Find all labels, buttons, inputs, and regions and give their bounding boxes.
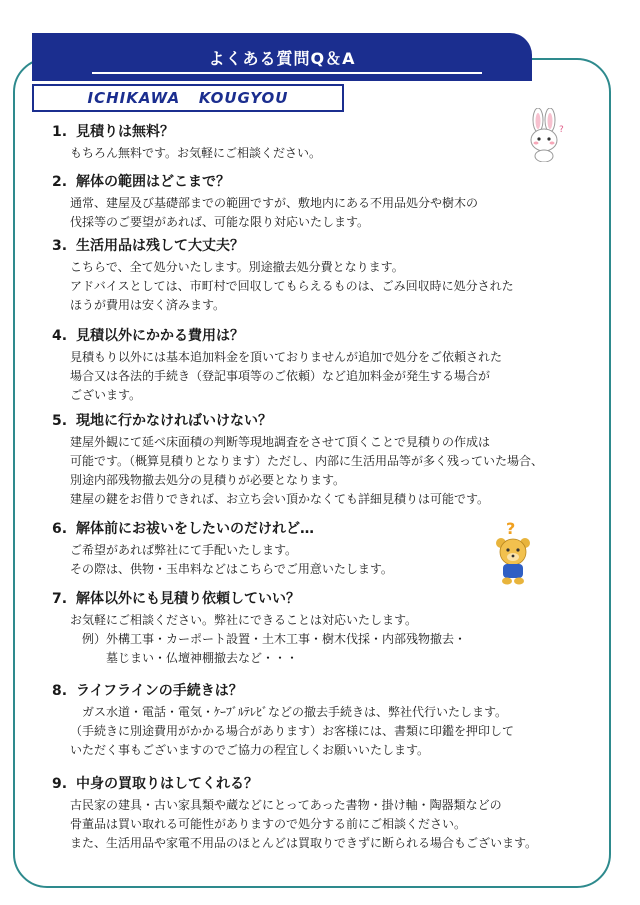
faq-item bbox=[52, 775, 592, 853]
faq-answer-line: 骨董品は買い取れる可能性がありますので処分する前にご相談ください。 bbox=[70, 817, 467, 831]
faq-answer-line: ほうが費用は安く済みます。 bbox=[70, 298, 226, 312]
faq-item bbox=[52, 682, 592, 760]
faq-answer-line: 場合又は各法的手続き（登記事項等のご依頼）など追加料金が発生する場合が bbox=[70, 369, 491, 383]
faq-answer-line: 建屋外観にて延べ床面積の判断等現地調査をさせて頂くことで見積りの作成は bbox=[70, 435, 491, 449]
faq-answer-line: （手続きに別途費用がかかる場合があります）お客様には、書類に印鑑を押印して bbox=[70, 724, 515, 738]
faq-answer bbox=[70, 433, 592, 509]
faq-question-text: 見積りは無料？ bbox=[76, 124, 174, 140]
faq-answer-line: その際は、供物・玉串料などはこちらでご用意いたします。 bbox=[70, 562, 393, 576]
faq-number: 8. bbox=[52, 683, 68, 699]
faq-question bbox=[52, 173, 592, 192]
faq-number: 9. bbox=[52, 776, 68, 792]
faq-answer-line: 伐採等のご要望があれば、可能な限り対応いたします。 bbox=[70, 215, 370, 229]
faq-answer-line: 古民家の建具・古い家具類や蔵などにとってあった書物・掛け軸・陶器類などの bbox=[70, 798, 502, 812]
faq-answer-line: また、生活用品や家電不用品のほとんどは買取りできずに断られる場合もございます。 bbox=[70, 836, 538, 850]
faq-item bbox=[52, 237, 592, 315]
page-title: よくある質問Q＆A bbox=[208, 49, 356, 68]
faq-item bbox=[52, 327, 592, 405]
faq-answer-line: ご希望があれば弊社にて手配いたします。 bbox=[70, 543, 298, 557]
faq-item bbox=[52, 173, 592, 232]
faq-number: 7. bbox=[52, 591, 68, 607]
faq-question bbox=[52, 412, 592, 431]
faq-answer-line: お気軽にご相談ください。弊社にできることは対応いたします。 bbox=[70, 613, 418, 627]
faq-answer bbox=[70, 541, 592, 579]
faq-question bbox=[52, 682, 592, 701]
title-banner bbox=[32, 33, 532, 81]
faq-item bbox=[52, 412, 592, 509]
company-strip bbox=[32, 84, 344, 112]
faq-answer-line: アドバイスとしては、市町村で回収してもらえるものは、ごみ回収時に処分された bbox=[70, 279, 514, 293]
faq-answer-line: もちろん無料です。お気軽にご相談ください。 bbox=[70, 146, 322, 160]
title-underline bbox=[92, 72, 482, 74]
faq-answer-line: こちらで、全て処分いたします。別途撤去処分費となります。 bbox=[70, 260, 404, 274]
faq-question bbox=[52, 590, 592, 609]
faq-question-text: 生活用品は残して大丈夫？ bbox=[76, 238, 244, 254]
faq-answer-line: ガス水道・電話・電気・ｹｰﾌﾞﾙﾃﾚﾋﾞなどの撤去手続きは、弊社代行いたします。 bbox=[70, 705, 508, 719]
faq-answer bbox=[70, 611, 592, 668]
faq-item bbox=[52, 590, 592, 668]
faq-question-text: 解体の範囲はどこまで？ bbox=[76, 174, 230, 190]
faq-answer-line: いただく事もございますのでご協力の程宜しくお願いいたします。 bbox=[70, 743, 430, 757]
faq-answer bbox=[70, 796, 592, 853]
faq-answer bbox=[70, 703, 592, 760]
faq-question-text: 中身の買取りはしてくれる？ bbox=[76, 776, 258, 792]
faq-answer bbox=[70, 194, 592, 232]
faq-question-text: 解体前にお祓いをしたいのだけれど… bbox=[76, 521, 314, 537]
faq-answer-line: 建屋の鍵をお借りできれば、お立ち会い頂かなくても詳細見積りは可能です。 bbox=[70, 492, 490, 506]
faq-answer bbox=[70, 348, 592, 405]
faq-answer-line: 可能です。（概算見積りとなります）ただし、内部に生活用品等が多く残っていた場合、 bbox=[70, 454, 544, 468]
faq-answer-line: ございます。 bbox=[70, 388, 142, 402]
faq-question bbox=[52, 237, 592, 256]
faq-number: 1. bbox=[52, 124, 68, 140]
faq-question bbox=[52, 327, 592, 346]
faq-answer bbox=[70, 144, 592, 163]
faq-number: 2. bbox=[52, 174, 68, 190]
faq-item bbox=[52, 123, 592, 163]
faq-question-text: ライフラインの手続きは？ bbox=[76, 683, 243, 699]
faq-question-text: 見積以外にかかる費用は？ bbox=[76, 328, 244, 344]
faq-answer-line: 見積もり以外には基本追加料金を頂いておりませんが追加で処分をご依頼された bbox=[70, 350, 503, 364]
faq-answer bbox=[70, 258, 592, 315]
faq-item bbox=[52, 520, 592, 579]
faq-number: 6. bbox=[52, 521, 68, 537]
faq-question bbox=[52, 775, 592, 794]
faq-number: 5. bbox=[52, 413, 68, 429]
company-name: ICHIKAWA KOUGYOU bbox=[87, 89, 289, 107]
svg-text:?: ? bbox=[559, 125, 564, 135]
faq-answer-line: 別途内部残物撤去処分の見積りが必要となります。 bbox=[70, 473, 346, 487]
svg-text:?: ? bbox=[506, 519, 516, 538]
faq-answer-line: 墓じまい・仏壇神棚撤去など・・・ bbox=[70, 651, 299, 665]
faq-question bbox=[52, 123, 592, 142]
faq-number: 3. bbox=[52, 238, 68, 254]
faq-question-text: 現地に行かなければいけない？ bbox=[76, 413, 272, 429]
faq-question-text: 解体以外にも見積り依頼していい？ bbox=[76, 591, 300, 607]
faq-question bbox=[52, 520, 592, 539]
faq-answer-line: 通常、建屋及び基礎部までの範囲ですが、敷地内にある不用品処分や樹木の bbox=[70, 196, 479, 210]
faq-number: 4. bbox=[52, 328, 68, 344]
faq-answer-line: 例）外構工事・カーポート設置・土木工事・樹木伐採・内部残物撤去・ bbox=[70, 632, 467, 646]
